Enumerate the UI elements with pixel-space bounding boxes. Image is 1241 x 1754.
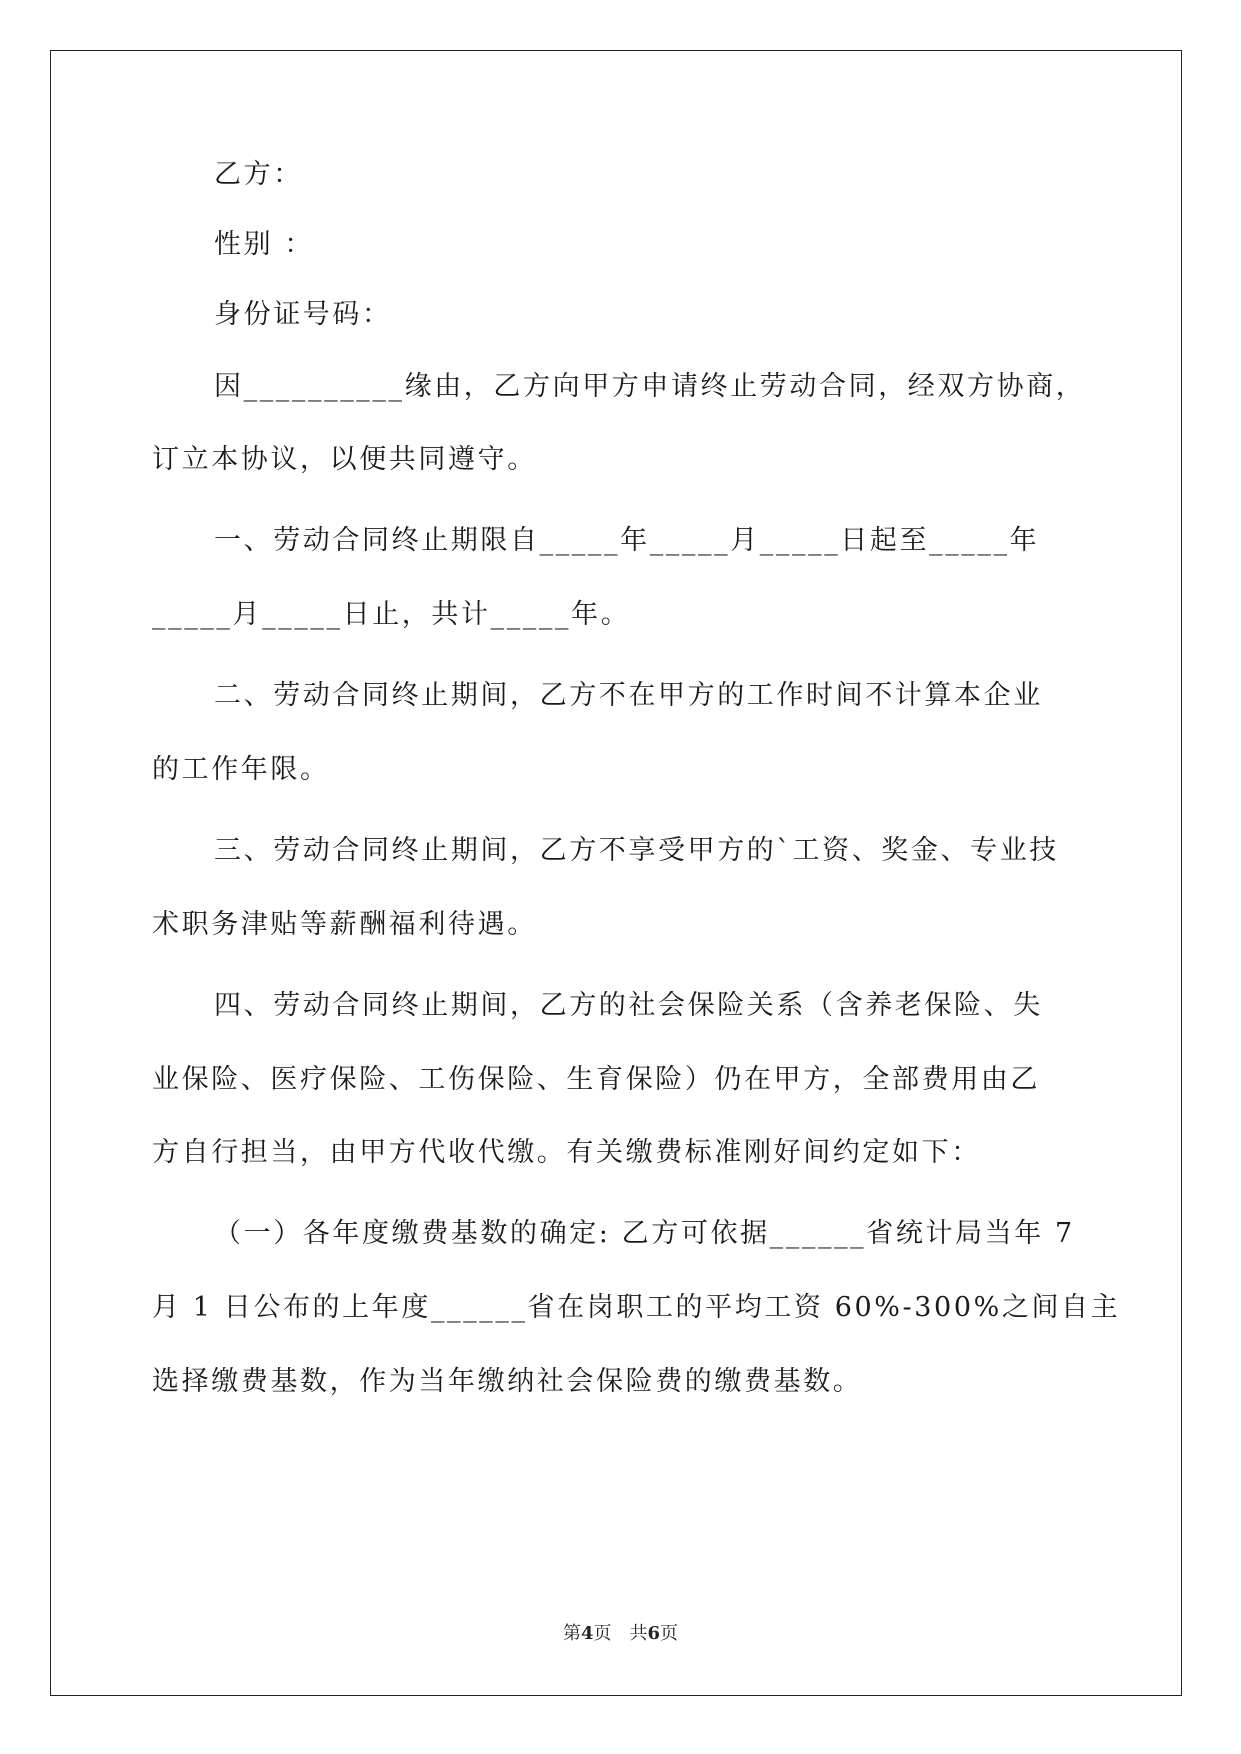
reason-line-2: 订立本协议，以便共同遵守。	[152, 444, 537, 475]
clause-3-line-2: 术职务津贴等薪酬福利待遇。	[152, 909, 537, 940]
party-b-label: 乙方：	[214, 159, 303, 190]
footer-total-pages: 6	[647, 1623, 661, 1644]
clause-4-line-2: 业保险、医疗保险、工伤保险、生育保险）仍在甲方，全部费用由乙	[152, 1064, 1040, 1095]
clause-1-line-2: _____月_____日止，共计_____年。	[152, 599, 631, 630]
gender-label: 性别 ：	[214, 229, 314, 260]
sub-clause-1-line-3: 选择缴费基数，作为当年缴纳社会保险费的缴费基数。	[152, 1366, 863, 1397]
reason-line-1: 因__________缘由，乙方向甲方申请终止劳动合同，经双方协商，	[214, 371, 1086, 402]
clause-3-line-1: 三、劳动合同终止期间，乙方不享受甲方的`工资、奖金、专业技	[214, 835, 1059, 866]
page-footer	[0, 1622, 1241, 1646]
clause-1-line-1: 一、劳动合同终止期限自_____年_____月_____日起至_____年	[214, 525, 1040, 556]
footer-prefix: 第	[562, 1623, 581, 1644]
sub-clause-1-line-2: 月 1 日公布的上年度______省在岗职工的平均工资 60%-300%之间自主	[152, 1292, 1121, 1323]
footer-suffix: 页	[660, 1623, 679, 1644]
clause-2-line-2: 的工作年限。	[152, 754, 330, 785]
id-number-label: 身份证号码：	[214, 299, 392, 330]
clause-4-line-3: 方自行担当，由甲方代收代缴。有关缴费标准刚好间约定如下：	[152, 1137, 981, 1168]
footer-mid: 页 共	[593, 1623, 648, 1644]
clause-4-line-1: 四、劳动合同终止期间，乙方的社会保险关系（含养老保险、失	[214, 990, 1043, 1021]
footer-current-page: 4	[580, 1623, 594, 1644]
clause-2-line-1: 二、劳动合同终止期间，乙方不在甲方的工作时间不计算本企业	[214, 680, 1043, 711]
sub-clause-1-line-1: （一）各年度缴费基数的确定: 乙方可依据______省统计局当年 7	[214, 1218, 1075, 1249]
page-border	[50, 50, 1182, 1696]
